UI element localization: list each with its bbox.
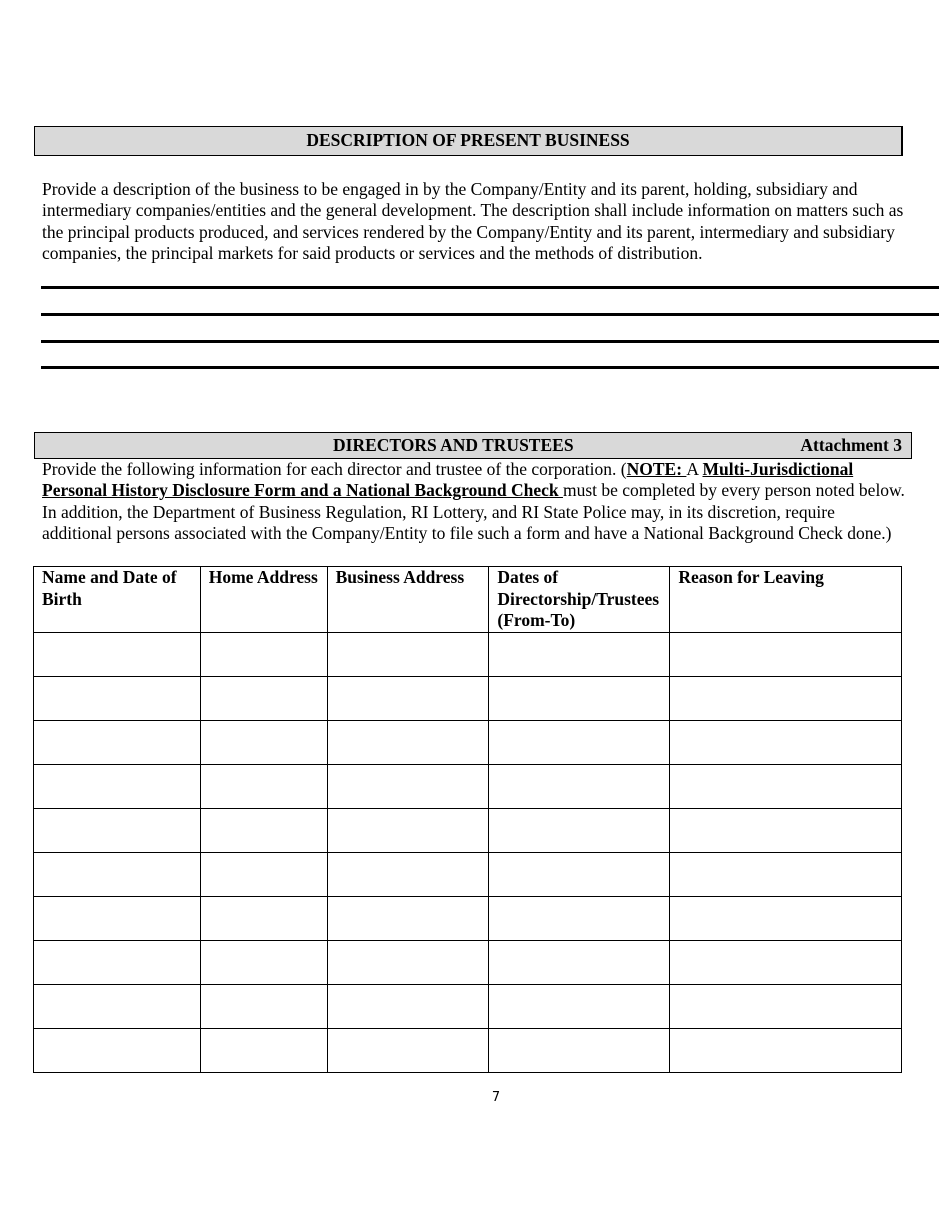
table-row <box>34 940 902 984</box>
column-header-business-address: Business Address <box>327 567 489 633</box>
table-header-row <box>34 567 902 633</box>
cell-dates[interactable] <box>489 632 670 676</box>
cell-business-address[interactable] <box>327 852 489 896</box>
cell-dates[interactable] <box>489 984 670 1028</box>
table-row <box>34 676 902 720</box>
column-header-reason-leaving: Reason for Leaving <box>670 567 902 633</box>
cell-reason-leaving[interactable] <box>670 1028 902 1072</box>
table-row <box>34 1028 902 1072</box>
cell-business-address[interactable] <box>327 808 489 852</box>
answer-line-1[interactable] <box>41 286 939 289</box>
cell-name-dob[interactable] <box>34 764 201 808</box>
column-header-home-address: Home Address <box>200 567 327 633</box>
directors-instructions <box>42 459 908 544</box>
cell-reason-leaving[interactable] <box>670 896 902 940</box>
cell-reason-leaving[interactable] <box>670 984 902 1028</box>
table-row <box>34 896 902 940</box>
cell-dates[interactable] <box>489 1028 670 1072</box>
cell-home-address[interactable] <box>200 1028 327 1072</box>
cell-home-address[interactable] <box>200 764 327 808</box>
cell-dates[interactable] <box>489 896 670 940</box>
cell-home-address[interactable] <box>200 984 327 1028</box>
table-row <box>34 984 902 1028</box>
cell-name-dob[interactable] <box>34 940 201 984</box>
cell-dates[interactable] <box>489 852 670 896</box>
table-row <box>34 764 902 808</box>
required-forms-text: Multi-Jurisdictional Personal History Disclosure Form and a National Background Check <box>42 459 854 501</box>
cell-reason-leaving[interactable] <box>670 852 902 896</box>
table-row <box>34 808 902 852</box>
cell-home-address[interactable] <box>200 852 327 896</box>
cell-reason-leaving[interactable] <box>670 720 902 764</box>
table-row <box>34 852 902 896</box>
cell-home-address[interactable] <box>200 720 327 764</box>
cell-name-dob[interactable] <box>34 676 201 720</box>
cell-name-dob[interactable] <box>34 632 201 676</box>
cell-business-address[interactable] <box>327 1028 489 1072</box>
section-title-description: DESCRIPTION OF PRESENT BUSINESS <box>306 130 630 150</box>
cell-home-address[interactable] <box>200 808 327 852</box>
column-header-dates: Dates of Directorship/Trustees (From-To) <box>489 567 670 633</box>
instructions-end: must be completed by every person noted below. In addition, the Department of Business Regulation, RI Lottery, and RI State Police may, in its discretion, require additional persons associated with the Company/Entity to file such a form and have a National Background Check done.) <box>42 480 905 543</box>
answer-line-2[interactable] <box>41 313 939 316</box>
cell-name-dob[interactable] <box>34 1028 201 1072</box>
description-instructions: Provide a description of the business to be engaged in by the Company/Entity and its parent, holding, subsidiary and intermediary companies/entities and the general development. The description shall include information on matters such as the principal products produced, and services rendered by the Company/Entity and its parent, intermediary and subsidiary companies, the principal markets for said products or services and the methods of distribution. <box>42 179 904 263</box>
cell-reason-leaving[interactable] <box>670 632 902 676</box>
cell-business-address[interactable] <box>327 632 489 676</box>
cell-business-address[interactable] <box>327 764 489 808</box>
cell-name-dob[interactable] <box>34 896 201 940</box>
cell-reason-leaving[interactable] <box>670 940 902 984</box>
table-row <box>34 632 902 676</box>
page-number: 7 <box>491 1090 501 1105</box>
cell-home-address[interactable] <box>200 632 327 676</box>
cell-business-address[interactable] <box>327 720 489 764</box>
directors-table <box>33 566 902 1073</box>
cell-reason-leaving[interactable] <box>670 808 902 852</box>
cell-reason-leaving[interactable] <box>670 764 902 808</box>
instructions-start: Provide the following information for each director and trustee of the corporation. ( <box>42 459 627 479</box>
cell-dates[interactable] <box>489 940 670 984</box>
note-label: NOTE: <box>626 459 687 479</box>
column-header-name-dob: Name and Date of Birth <box>34 567 201 633</box>
cell-name-dob[interactable] <box>34 852 201 896</box>
section-header-directors <box>34 432 912 459</box>
cell-dates[interactable] <box>489 720 670 764</box>
cell-home-address[interactable] <box>200 896 327 940</box>
table-row <box>34 720 902 764</box>
cell-business-address[interactable] <box>327 940 489 984</box>
cell-dates[interactable] <box>489 764 670 808</box>
cell-business-address[interactable] <box>327 984 489 1028</box>
cell-name-dob[interactable] <box>34 984 201 1028</box>
cell-business-address[interactable] <box>327 676 489 720</box>
cell-name-dob[interactable] <box>34 808 201 852</box>
cell-reason-leaving[interactable] <box>670 676 902 720</box>
cell-name-dob[interactable] <box>34 720 201 764</box>
attachment-label: Attachment 3 <box>800 435 902 455</box>
cell-home-address[interactable] <box>200 940 327 984</box>
cell-dates[interactable] <box>489 676 670 720</box>
cell-dates[interactable] <box>489 808 670 852</box>
note-article: A <box>686 459 703 479</box>
answer-line-3[interactable] <box>41 340 939 343</box>
section-header-description <box>34 126 903 156</box>
section-title-directors: DIRECTORS AND TRUSTEES <box>333 435 574 455</box>
answer-line-4[interactable] <box>41 366 939 369</box>
cell-home-address[interactable] <box>200 676 327 720</box>
cell-business-address[interactable] <box>327 896 489 940</box>
